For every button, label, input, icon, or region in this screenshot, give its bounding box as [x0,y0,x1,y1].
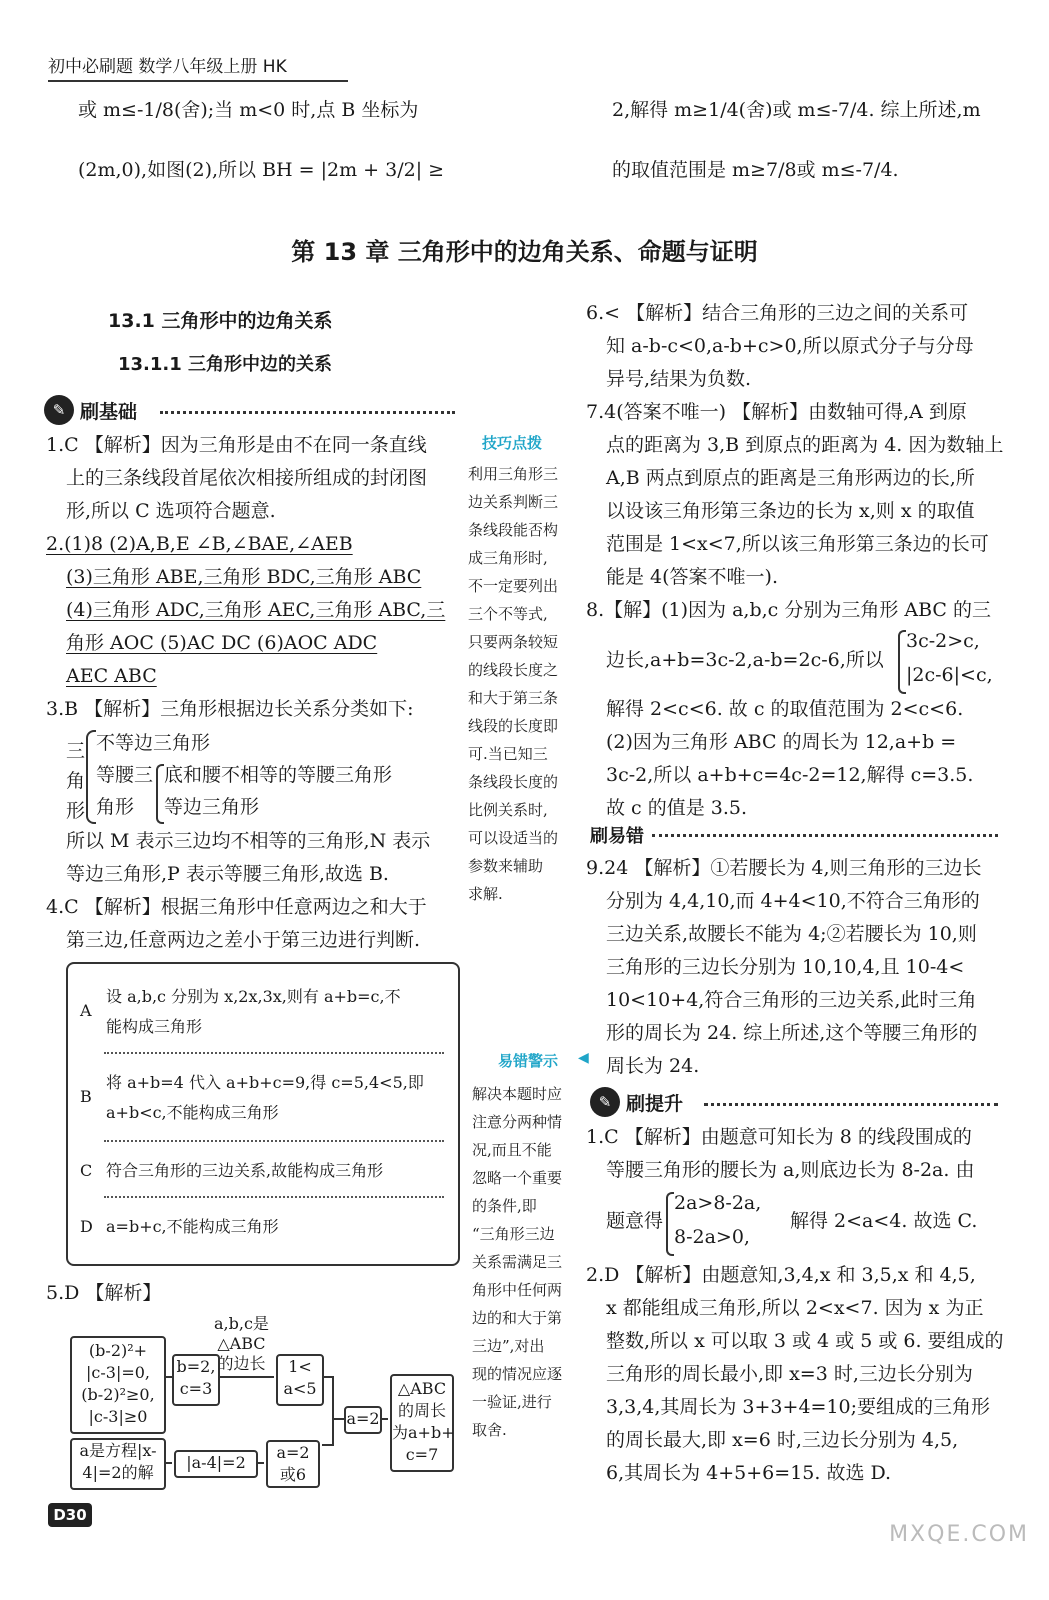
q8-system-eq-1: 3c-2>c, [906,630,980,652]
q5-box-a2: a=2 [344,1406,382,1434]
q7-line-4: 以设该三角形第三条边的长为 x,则 x 的取值 [606,500,975,522]
tip-notes: 利用三角形三 边关系判断三 条线段能否构 成三角形时, 不一定要列出 三个不等式, 只要两条较短 的线段长度之 和大于第三条 线段的长度即 可.当已知三 条线段长度的 比例关系时, 可以设适当的 参数来辅助 求解. [468,465,559,903]
q5-arrow [218,1376,274,1378]
top-right-line-2: 的取值范围是 m≥7/8或 m≤-7/4. [612,159,899,181]
q8-line-4: (2)因为三角形 ABC 的周长为 12,a+b = [606,731,957,753]
q5-box-perimeter: △ABC 的周长 为a+b+ c=7 [390,1374,454,1472]
q2-line-3: (4)三角形 ADC,三角形 AEC,三角形 ABC,三 [66,599,446,621]
option-separator [104,1196,444,1198]
warning-arrow-icon: ◀ [578,1050,589,1066]
q7-line-3: A,B 两点到原点的距离是三角形两边的长,所 [606,467,975,489]
q9-line-7: 周长为 24. [606,1055,700,1077]
q5-box-a-values: a=2 或6 [266,1440,320,1488]
top-left-line-1: 或 m≤-1/8(舍);当 m<0 时,点 B 坐标为 [78,99,419,121]
section-title: 13.1 三角形中的边角关系 [108,310,333,332]
watermark: MXQE.COM [889,1522,1029,1547]
q8-line-6: 故 c 的值是 3.5. [606,797,748,819]
warning-notes: 解决本题时应 注意分两种情 况,而且不能 忽略一个重要 的条件,即 “三角形三边 关系需满足三 角形中任何两 边的和大于第 三边”,对出 现的情况应逐 一验证,进行 取舍. [472,1085,563,1439]
a2-line-4: 三角形的周长最小,即 x=3 时,三边长分别为 [606,1363,973,1385]
q5-head: 5.D 【解析】 [46,1282,162,1304]
a1-system-eq-2: 8-2a>0, [674,1226,750,1248]
q5-box-squares: (b-2)²+ |c-3|=0, (b-2)²≥0, |c-3|≥0 [70,1336,166,1434]
a2-line-7: 6,其周长为 4+5+6=15. 故选 D. [606,1462,892,1484]
q8-system-eq-2: |2c-6|<c, [906,664,993,686]
q4-option-a: A 设 a,b,c 分别为 x,2x,3x,则有 a+b=c,不 能构成三角形 [80,987,401,1036]
mistake-practice-label: 刷易错 [590,826,644,847]
q4-options-box [66,962,460,1266]
q5-note: a,b,c是 △ABC 的边长 [214,1314,269,1373]
q3-tree-brace-1 [86,730,96,824]
advanced-divider [704,1103,998,1106]
a1-system-brace [666,1192,674,1256]
q6-line-2: 知 a-b-c<0,a-b+c>0,所以原式分子与分母 [606,335,974,357]
q3-tree-branch-2b: 角形 [96,796,135,818]
a2-line-6: 的周长最大,即 x=6 时,三边长分别为 4,5, [606,1429,959,1451]
running-header: 初中必刷题 数学八年级上册 HK [48,57,287,77]
header-rule [48,80,348,82]
a2-line-5: 3,3,4,其周长为 3+3+4=10;要组成的三角形 [606,1396,991,1418]
warning-title: 易错警示 [498,1052,559,1070]
q9-line-3: 三边关系,故腰长不能为 4;②若腰长为 10,则 [606,923,977,945]
q6-line-1: 6.< 【解析】结合三角形的三边之间的关系可 [586,302,969,324]
basic-divider [160,411,455,414]
q4-option-b: B 将 a+b=4 代入 a+b+c=9,得 c=5,4<5,即 a+b<c,不能构成三角形 [80,1073,424,1122]
q7-line-1: 7.4(答案不唯一) 【解析】由数轴可得,A 到原 [586,401,967,423]
q6-line-3: 异号,结果为负数. [606,368,752,390]
q9-line-2: 分别为 4,4,10,而 4+4<10,不符合三角形的 [606,890,980,912]
q9-line-4: 三角形的三边长分别为 10,10,4,且 10-4< [606,956,965,978]
q8-line-1: 8.【解】(1)因为 a,b,c 分别为三角形 ABC 的三 [586,599,991,621]
q5-arrow [164,1376,172,1378]
q9-line-6: 形的周长为 24. 综上所述,这个等腰三角形的 [606,1022,978,1044]
q7-line-5: 范围是 1<x<7,所以该三角形第三条边的长可 [606,533,989,555]
q2-line-1: 2.(1)8 (2)A,B,E ∠B,∠BAE,∠AEB [46,533,353,555]
q3-tree-branch-1: 不等边三角形 [96,732,211,754]
q1-line-2: 上的三条线段首尾依次相接所组成的封闭图 [66,467,428,489]
mistake-divider [652,834,998,837]
q5-arrow [164,1462,172,1464]
q5-arrow [256,1462,264,1464]
chapter-title: 第 13 章 三角形中的边角关系、命题与证明 [291,238,758,266]
q5-box-range: 1< a<5 [276,1354,324,1406]
q3-tree-brace-2 [156,764,164,824]
q3-head: 3.B 【解析】三角形根据边长关系分类如下: [46,698,414,720]
option-separator [104,1140,444,1142]
q1-line-3: 形,所以 C 选项符合题意. [66,500,276,522]
q8-line-3: 解得 2<c<6. 故 c 的取值范围为 2<c<6. [606,698,964,720]
q9-line-1: 9.24 【解析】①若腰长为 4,则三角形的三边长 [586,857,982,879]
a1-system-eq-1: 2a>8-2a, [674,1192,762,1214]
advanced-practice-label: 刷提升 [626,1092,684,1115]
q2-line-2: (3)三角形 ABE,三角形 BDC,三角形 ABC [66,566,422,588]
option-separator [104,1052,444,1054]
q5-box-bc: b=2, c=3 [172,1354,220,1406]
q5-box-equation: a是方程|x- 4|=2的解 [70,1438,166,1490]
q9-line-5: 10<10+4,符合三角形的三边关系,此时三角 [606,989,977,1011]
a1-system-lead: 题意得 [606,1210,664,1232]
top-left-line-2: (2m,0),如图(2),所以 BH = |2m + 3/2| ≥ [78,159,445,181]
q2-line-4: 角形 AOC (5)AC DC (6)AOC ADC [66,632,378,654]
q7-line-6: 能是 4(答案不唯一). [606,566,778,588]
q3-tail-1: 所以 M 表示三边均不相等的三角形,N 表示 [66,830,431,852]
q4-option-d: D a=b+c,不能构成三角形 [80,1217,279,1236]
q7-line-2: 点的距离为 3,B 到原点的距离为 4. 因为数轴上 [606,434,1004,456]
tip-title: 技巧点拨 [482,434,543,452]
basic-practice-label: 刷基础 [80,400,138,423]
pencil-icon: ✎ [590,1087,620,1117]
q3-tree-branch-2: 等腰三 [96,764,154,786]
q4-line-1: 4.C 【解析】根据三角形中任意两边之和大于 [46,896,427,918]
top-right-line-1: 2,解得 m≥1/4(舍)或 m≤-7/4. 综上所述,m [612,99,981,121]
q5-connector [322,1376,334,1446]
q3-tail-2: 等边三角形,P 表示等腰三角形,故选 B. [66,863,389,885]
pencil-icon: ✎ [44,395,74,425]
q3-tree-root: 三 角 形 [66,740,86,822]
a1-line-2: 等腰三角形的腰长为 a,则底边长为 8-2a. 由 [606,1159,975,1181]
q8-system-lead: 边长,a+b=3c-2,a-b=2c-6,所以 [606,649,884,671]
a1-line-1: 1.C 【解析】由题意可知长为 8 的线段围成的 [586,1126,972,1148]
q4-option-c: C 符合三角形的三边关系,故能构成三角形 [80,1161,384,1180]
page-number: D30 [48,1503,92,1527]
q2-line-5: AEC ABC [66,665,157,687]
q1-line-1: 1.C 【解析】因为三角形是由不在同一条直线 [46,434,427,456]
q3-tree-leaf-2: 等边三角形 [164,796,260,818]
q5-arrow [380,1418,388,1420]
advanced-practice-badge [590,1086,683,1118]
a2-line-1: 2.D 【解析】由题意知,3,4,x 和 3,5,x 和 4,5, [586,1264,976,1286]
basic-practice-badge [44,394,137,426]
q4-line-2: 第三边,任意两边之差小于第三边进行判断. [66,929,421,951]
q8-line-5: 3c-2,所以 a+b+c=4c-2=12,解得 c=3.5. [606,764,974,786]
subsection-title: 13.1.1 三角形中边的关系 [118,354,333,375]
q5-arrow [334,1418,344,1420]
a2-line-3: 整数,所以 x 可以取 3 或 4 或 5 或 6. 要组成的 [606,1330,1004,1352]
q8-system-brace [898,630,906,694]
a1-conclusion: 解得 2<a<4. 故选 C. [790,1210,978,1232]
q5-box-abs: |a-4|=2 [174,1450,258,1478]
a2-line-2: x 都能组成三角形,所以 2<x<7. 因为 x 为正 [606,1297,984,1319]
q3-tree-leaf-1: 底和腰不相等的等腰三角形 [164,764,393,786]
